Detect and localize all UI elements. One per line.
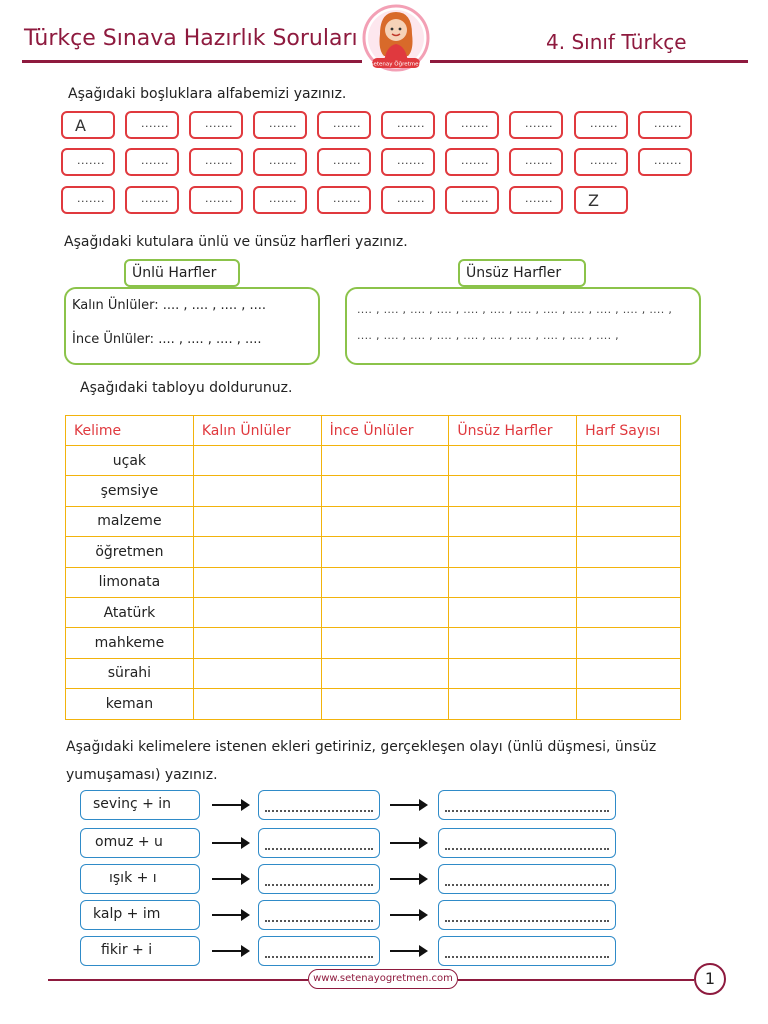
table-answer-cell[interactable] bbox=[193, 689, 321, 719]
table-word-cell: şemsiye bbox=[66, 476, 194, 506]
letter-blank: ....... bbox=[590, 154, 618, 167]
letter-box[interactable] bbox=[509, 148, 563, 176]
teacher-logo-icon bbox=[360, 4, 432, 76]
table-row bbox=[66, 567, 681, 597]
table-answer-cell[interactable] bbox=[321, 628, 449, 658]
letter-box[interactable] bbox=[574, 111, 628, 139]
letter-blank: ....... bbox=[333, 192, 361, 205]
arrow-right-icon bbox=[390, 804, 426, 806]
arrow-right-icon bbox=[212, 842, 248, 844]
event-dots bbox=[445, 950, 609, 958]
letter-blank: ....... bbox=[461, 117, 489, 130]
letter-blank: ....... bbox=[461, 154, 489, 167]
table-answer-cell[interactable] bbox=[321, 567, 449, 597]
word-suffix-box bbox=[80, 936, 200, 966]
table-row bbox=[66, 689, 681, 719]
word-suffix-text: sevinç + in bbox=[93, 796, 172, 812]
answer-field[interactable] bbox=[258, 936, 380, 966]
letter-blank: ....... bbox=[205, 192, 233, 205]
letter-text: Z bbox=[588, 191, 600, 210]
footer-rule-left bbox=[48, 979, 308, 981]
table-header-cell: İnce Ünlüler bbox=[321, 416, 449, 446]
letter-box[interactable] bbox=[638, 111, 692, 139]
arrow-right-icon bbox=[212, 950, 248, 952]
answer-field[interactable] bbox=[258, 864, 380, 894]
table-word-cell: limonata bbox=[66, 567, 194, 597]
letter-box[interactable] bbox=[317, 148, 371, 176]
word-suffix-text: fikir + i bbox=[101, 942, 153, 958]
event-field[interactable] bbox=[438, 900, 616, 930]
arrow-right-icon bbox=[390, 950, 426, 952]
letter-blank: ....... bbox=[77, 154, 105, 167]
table-word-cell: uçak bbox=[66, 446, 194, 476]
letter-box[interactable] bbox=[125, 186, 179, 214]
table-word-cell: Atatürk bbox=[66, 597, 194, 627]
letter-blank: ....... bbox=[269, 192, 297, 205]
table-row bbox=[66, 597, 681, 627]
word-suffix-text: ışık + ı bbox=[109, 870, 157, 886]
page-title: Türkçe Sınava Hazırlık Soruları bbox=[24, 26, 358, 51]
header-rule-left bbox=[22, 60, 362, 63]
answer-dots bbox=[265, 842, 373, 850]
table-answer-cell[interactable] bbox=[449, 597, 577, 627]
logo-text: Setenay Öğretmen bbox=[369, 61, 423, 68]
arrow-right-icon bbox=[390, 842, 426, 844]
suffix-instruction-line-1: Aşağıdaki kelimelere istenen ekleri getiriniz, gerçekleşen olayı (ünlü düşmesi, ünsüz bbox=[66, 739, 657, 755]
letter-blank: ....... bbox=[461, 192, 489, 205]
table-answer-cell[interactable] bbox=[449, 658, 577, 688]
consonant-line-1: .... , .... , .... , .... , .... , .... , .... , .... , .... , .... , .... , .... , bbox=[357, 303, 673, 316]
consonants-box[interactable] bbox=[345, 287, 701, 365]
back-vowels-line: Kalın Ünlüler: .... , .... , .... , .... bbox=[72, 298, 267, 313]
grade-label: 4. Sınıf Türkçe bbox=[546, 30, 687, 54]
event-dots bbox=[445, 842, 609, 850]
arrow-right-icon bbox=[212, 878, 248, 880]
footer-website: www.setenayogretmen.com bbox=[308, 969, 458, 989]
letter-box[interactable] bbox=[189, 111, 243, 139]
word-suffix-box bbox=[80, 900, 200, 930]
letter-blank: ....... bbox=[141, 117, 169, 130]
answer-dots bbox=[265, 804, 373, 812]
arrow-right-icon bbox=[212, 804, 248, 806]
arrow-right-icon bbox=[212, 914, 248, 916]
letter-blank: ....... bbox=[333, 117, 361, 130]
table-answer-cell[interactable] bbox=[577, 628, 681, 658]
table-row bbox=[66, 537, 681, 567]
table-header-cell: Ünsüz Harfler bbox=[449, 416, 577, 446]
table-answer-cell[interactable] bbox=[449, 628, 577, 658]
table-answer-cell[interactable] bbox=[321, 689, 449, 719]
letter-box[interactable] bbox=[317, 186, 371, 214]
event-field[interactable] bbox=[438, 936, 616, 966]
answer-field[interactable] bbox=[258, 828, 380, 858]
table-row bbox=[66, 658, 681, 688]
letter-blank: ....... bbox=[397, 192, 425, 205]
table-row bbox=[66, 506, 681, 536]
consonant-line-2: .... , .... , .... , .... , .... , .... , .... , .... , .... , .... , bbox=[357, 329, 619, 342]
table-header-cell: Kelime bbox=[66, 416, 194, 446]
letter-box[interactable] bbox=[574, 186, 628, 214]
table-answer-cell[interactable] bbox=[449, 537, 577, 567]
answer-dots bbox=[265, 914, 373, 922]
table-answer-cell[interactable] bbox=[449, 446, 577, 476]
table-answer-cell[interactable] bbox=[577, 658, 681, 688]
letter-box[interactable] bbox=[574, 148, 628, 176]
table-answer-cell[interactable] bbox=[193, 537, 321, 567]
letter-box[interactable] bbox=[638, 148, 692, 176]
letter-box[interactable] bbox=[253, 148, 307, 176]
letter-box[interactable] bbox=[381, 111, 435, 139]
letter-blank: ....... bbox=[525, 192, 553, 205]
table-answer-cell[interactable] bbox=[449, 689, 577, 719]
letter-box[interactable] bbox=[381, 186, 435, 214]
event-dots bbox=[445, 914, 609, 922]
consonants-label: Ünsüz Harfler bbox=[458, 259, 586, 287]
table-answer-cell[interactable] bbox=[193, 476, 321, 506]
letter-box[interactable] bbox=[445, 111, 499, 139]
vowels-box[interactable] bbox=[64, 287, 320, 365]
table-row bbox=[66, 628, 681, 658]
vowels-label: Ünlü Harfler bbox=[124, 259, 240, 287]
letter-blank: ....... bbox=[654, 117, 682, 130]
table-answer-cell[interactable] bbox=[321, 658, 449, 688]
letter-blank: ....... bbox=[141, 192, 169, 205]
front-vowels-line: İnce Ünlüler: .... , .... , .... , .... bbox=[72, 332, 262, 347]
letter-blank: ....... bbox=[654, 154, 682, 167]
table-answer-cell[interactable] bbox=[321, 446, 449, 476]
letter-box[interactable] bbox=[509, 186, 563, 214]
letter-box[interactable] bbox=[125, 111, 179, 139]
table-word-cell: sürahi bbox=[66, 658, 194, 688]
table-answer-cell[interactable] bbox=[321, 506, 449, 536]
answer-field[interactable] bbox=[258, 900, 380, 930]
letter-box[interactable] bbox=[509, 111, 563, 139]
letter-box[interactable] bbox=[253, 186, 307, 214]
table-answer-cell[interactable] bbox=[449, 506, 577, 536]
arrow-right-icon bbox=[390, 914, 426, 916]
letter-blank: ....... bbox=[205, 154, 233, 167]
table-answer-cell[interactable] bbox=[577, 597, 681, 627]
table-answer-cell[interactable] bbox=[321, 537, 449, 567]
table-answer-cell[interactable] bbox=[577, 476, 681, 506]
letter-blank: ....... bbox=[205, 117, 233, 130]
letter-blank: ....... bbox=[397, 154, 425, 167]
word-suffix-box bbox=[80, 864, 200, 894]
letter-box[interactable] bbox=[189, 148, 243, 176]
letter-box[interactable] bbox=[445, 148, 499, 176]
word-suffix-box bbox=[80, 828, 200, 858]
word-table bbox=[65, 415, 681, 720]
footer-rule-right bbox=[458, 979, 694, 981]
arrow-right-icon bbox=[390, 878, 426, 880]
word-suffix-text: kalp + im bbox=[93, 906, 161, 922]
table-answer-cell[interactable] bbox=[577, 537, 681, 567]
table-answer-cell[interactable] bbox=[193, 597, 321, 627]
table-answer-cell[interactable] bbox=[577, 567, 681, 597]
letter-blank: ....... bbox=[590, 117, 618, 130]
letter-blank: ....... bbox=[269, 117, 297, 130]
letter-box[interactable] bbox=[189, 186, 243, 214]
suffix-instruction-line-2: yumuşaması) yazınız. bbox=[66, 767, 218, 783]
table-answer-cell[interactable] bbox=[193, 658, 321, 688]
table-answer-cell[interactable] bbox=[321, 597, 449, 627]
table-answer-cell[interactable] bbox=[449, 567, 577, 597]
table-answer-cell[interactable] bbox=[193, 567, 321, 597]
table-word-cell: öğretmen bbox=[66, 537, 194, 567]
letter-blank: ....... bbox=[525, 154, 553, 167]
table-word-cell: mahkeme bbox=[66, 628, 194, 658]
letter-blank: ....... bbox=[77, 192, 105, 205]
answer-field[interactable] bbox=[258, 790, 380, 820]
table-row bbox=[66, 476, 681, 506]
table-word-cell: keman bbox=[66, 689, 194, 719]
letter-box[interactable] bbox=[125, 148, 179, 176]
table-word-cell: malzeme bbox=[66, 506, 194, 536]
table-header-cell: Kalın Ünlüler bbox=[193, 416, 321, 446]
letter-blank: ....... bbox=[141, 154, 169, 167]
letter-box[interactable] bbox=[445, 186, 499, 214]
letter-box[interactable] bbox=[317, 111, 371, 139]
table-instruction: Aşağıdaki tabloyu doldurunuz. bbox=[80, 380, 293, 396]
letter-box[interactable] bbox=[61, 148, 115, 176]
answer-dots bbox=[265, 950, 373, 958]
event-field[interactable] bbox=[438, 790, 616, 820]
table-answer-cell[interactable] bbox=[577, 506, 681, 536]
letter-blank: ....... bbox=[525, 117, 553, 130]
word-suffix-box bbox=[80, 790, 200, 820]
table-answer-cell[interactable] bbox=[449, 476, 577, 506]
letter-blank: ....... bbox=[333, 154, 361, 167]
event-dots bbox=[445, 878, 609, 886]
table-answer-cell[interactable] bbox=[193, 506, 321, 536]
event-field[interactable] bbox=[438, 864, 616, 894]
letter-box[interactable] bbox=[61, 111, 115, 139]
word-suffix-text: omuz + u bbox=[95, 834, 163, 850]
letter-blank: ....... bbox=[269, 154, 297, 167]
table-row bbox=[66, 446, 681, 476]
table-header-row bbox=[66, 416, 681, 446]
letter-blank: ....... bbox=[397, 117, 425, 130]
vowel-consonant-instruction: Aşağıdaki kutulara ünlü ve ünsüz harfleri yazınız. bbox=[64, 234, 408, 250]
page-number: 1 bbox=[694, 963, 726, 995]
letter-text: A bbox=[75, 116, 87, 135]
letter-box[interactable] bbox=[61, 186, 115, 214]
alphabet-instruction: Aşağıdaki boşluklara alfabemizi yazınız. bbox=[68, 86, 347, 102]
table-answer-cell[interactable] bbox=[577, 689, 681, 719]
header-rule-right bbox=[430, 60, 748, 63]
table-answer-cell[interactable] bbox=[193, 446, 321, 476]
table-answer-cell[interactable] bbox=[193, 628, 321, 658]
event-dots bbox=[445, 804, 609, 812]
table-header-cell: Harf Sayısı bbox=[577, 416, 681, 446]
letter-box[interactable] bbox=[253, 111, 307, 139]
answer-dots bbox=[265, 878, 373, 886]
event-field[interactable] bbox=[438, 828, 616, 858]
table-answer-cell[interactable] bbox=[321, 476, 449, 506]
table-answer-cell[interactable] bbox=[577, 446, 681, 476]
letter-box[interactable] bbox=[381, 148, 435, 176]
